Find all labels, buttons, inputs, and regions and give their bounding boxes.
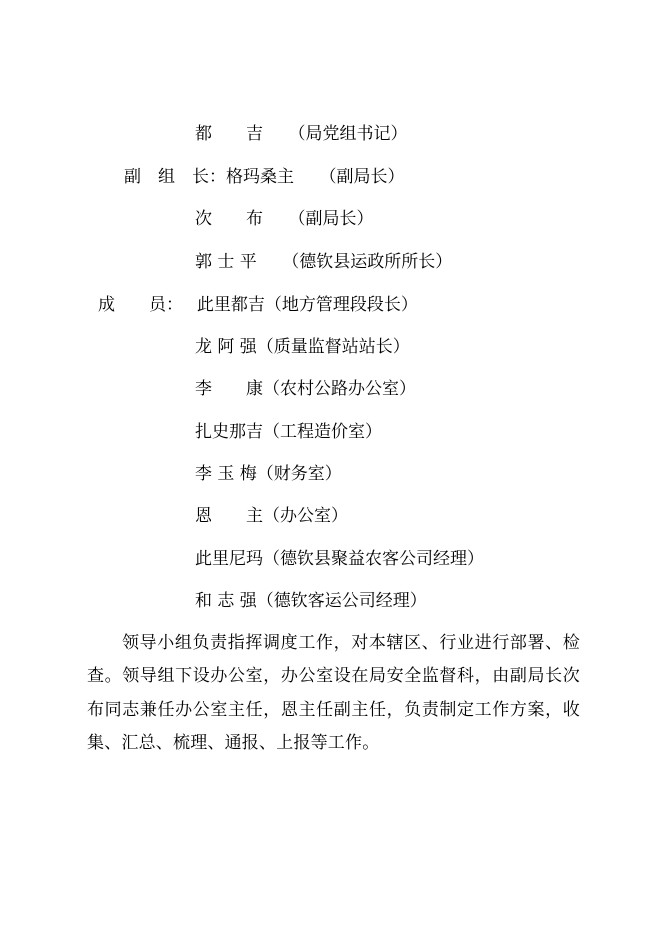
member-line-liyumei: 李 玉 梅（财务室） <box>195 464 342 484</box>
member-line-cibu: 次 布 （副局长） <box>195 209 374 229</box>
member-line-dujie: 都 吉 （局党组书记） <box>195 124 408 144</box>
responsibility-paragraph: 领导小组负责指挥调度工作，对本辖区、行业进行部署、检查。领导组下设办公室，办公室设在局安全监督科，由副局长次布同志兼任办公室主任，恩主任副主任，负责制定工作方案，收集、汇总、梳理、通报、上报等工作。 <box>87 633 580 753</box>
member-line-longaqiang: 龙 阿 强（质量监督站站长） <box>195 337 410 357</box>
member-line-likang: 李 康（农村公路办公室） <box>195 379 416 399</box>
member-line-vice-leader: 副 组 长：格玛桑主 （副局长） <box>124 167 405 187</box>
member-line-zhashinaji: 扎史那吉（工程造价室） <box>195 422 382 442</box>
member-line-guoshiping: 郭 士 平 （德钦县运政所所长） <box>195 252 453 272</box>
member-line-hezhiqiang: 和 志 强（德钦客运公司经理） <box>195 591 427 611</box>
member-line-enzhu: 恩 主（办公室） <box>195 506 348 526</box>
member-line-members-label: 成 员： 此里都吉（地方管理段段长） <box>98 295 418 315</box>
member-line-ciliniima: 此里尼玛（德钦县聚益农客公司经理） <box>195 549 484 569</box>
